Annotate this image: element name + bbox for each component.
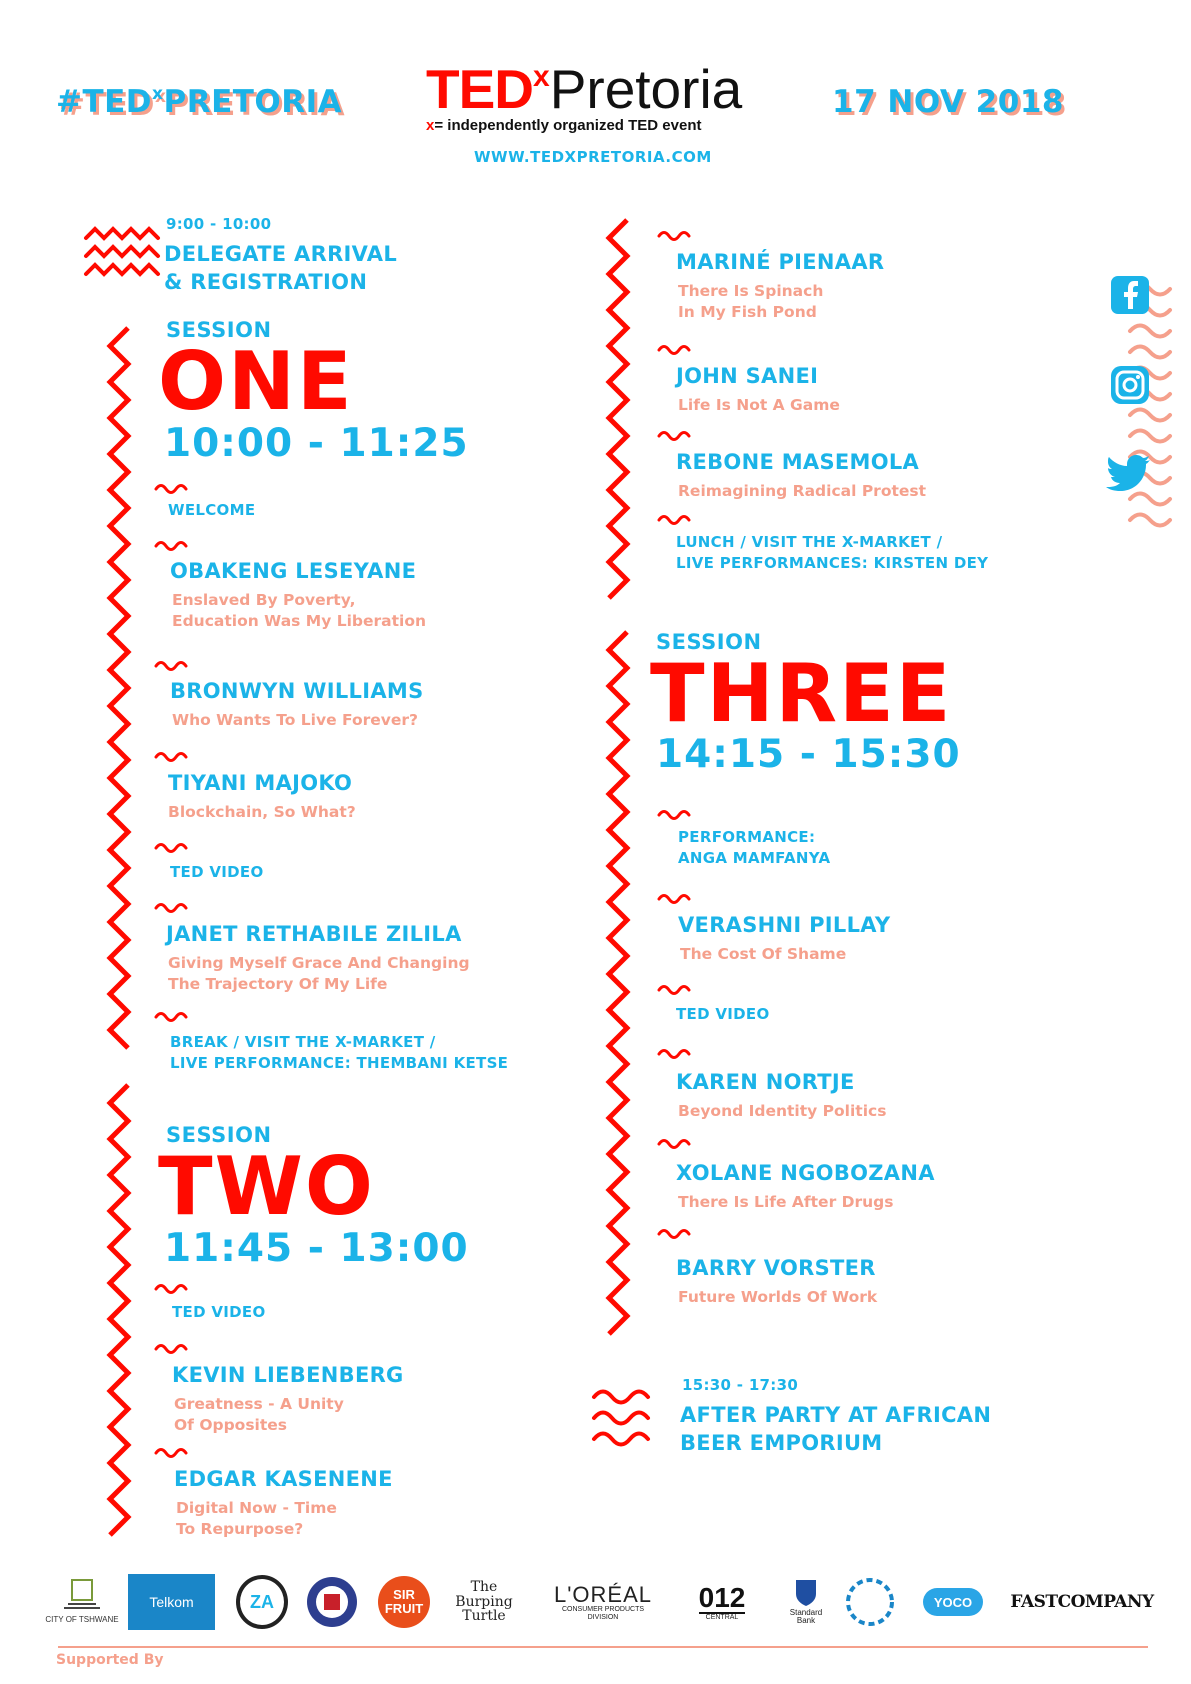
yoco-logo: YOCO bbox=[920, 1574, 986, 1630]
squiggle-icon bbox=[156, 1346, 186, 1353]
session-one-title: ONE bbox=[158, 335, 354, 428]
speaker-name: BARRY VORSTER bbox=[676, 1256, 876, 1280]
squiggle-icon bbox=[156, 845, 186, 852]
list-item: WELCOME bbox=[168, 501, 256, 519]
squiggle-icon bbox=[156, 663, 186, 670]
standard-bank-shield-icon bbox=[794, 1578, 818, 1606]
list-item: TED VIDEO bbox=[172, 1303, 266, 1321]
squiggle-icon bbox=[659, 347, 689, 354]
session-two-time: 11:45 - 13:00 bbox=[164, 1226, 469, 1271]
talk-title: Greatness - A Unity Of Opposites bbox=[174, 1395, 344, 1434]
tedx-tagline: x= independently organized TED event bbox=[426, 117, 702, 134]
speaker-name: REBONE MASEMOLA bbox=[676, 450, 920, 474]
speaker-name: VERASHNI PILLAY bbox=[678, 913, 891, 937]
crest-icon bbox=[304, 1574, 360, 1630]
talk-title: Digital Now - Time To Repurpose? bbox=[176, 1499, 337, 1538]
list-item: TED VIDEO bbox=[676, 1005, 770, 1023]
session-two-label: SESSION bbox=[166, 1123, 272, 1147]
instagram-icon[interactable] bbox=[1110, 365, 1150, 405]
session-three-time: 14:15 - 15:30 bbox=[656, 732, 961, 777]
speaker-name: JOHN SANEI bbox=[676, 364, 819, 388]
speaker-name: BRONWYN WILLIAMS bbox=[170, 679, 424, 703]
list-item: PERFORMANCE: ANGA MAMFANYA bbox=[678, 828, 831, 867]
speaker-name: MARINÉ PIENAAR bbox=[676, 250, 885, 274]
talk-title: Future Worlds Of Work bbox=[678, 1288, 878, 1306]
tedx-logo: TED$^x$Pretoria bbox=[426, 58, 743, 120]
global-shapers-logo bbox=[842, 1574, 898, 1630]
list-item: BREAK / VISIT THE X-MARKET / LIVE PERFORMANCE: THEMBANI KETSE bbox=[170, 1033, 509, 1072]
speaker-name: EDGAR KASENENE bbox=[174, 1467, 393, 1491]
standard-bank-logo: Standard Bank bbox=[784, 1574, 828, 1630]
talk-title: There Is Life After Drugs bbox=[678, 1193, 894, 1211]
squiggle-icon bbox=[156, 486, 186, 493]
talk-title: Reimagining Radical Protest bbox=[678, 482, 927, 500]
facebook-icon[interactable] bbox=[1110, 275, 1150, 315]
arrival-time: 9:00 - 10:00 bbox=[166, 215, 272, 233]
svg-text:CITY OF TSHWANE: CITY OF TSHWANE bbox=[45, 1615, 119, 1624]
squiggle-icon bbox=[156, 905, 186, 912]
speaker-name: JANET RETHABILE ZILILA bbox=[166, 922, 462, 946]
squiggle-icon bbox=[659, 896, 689, 903]
speaker-name: XOLANE NGOBOZANA bbox=[676, 1161, 935, 1185]
talk-title: Life Is Not A Game bbox=[678, 396, 840, 414]
talk-title: Who Wants To Live Forever? bbox=[172, 711, 419, 729]
tshwane-logo bbox=[45, 1574, 119, 1630]
arrival-wave-icon bbox=[86, 229, 158, 274]
session-three-label: SESSION bbox=[656, 630, 762, 654]
fast-company-logo: FASTCOMPANY bbox=[1010, 1592, 1154, 1612]
arrival-title: DELEGATE ARRIVAL & REGISTRATION bbox=[164, 242, 398, 294]
zigzag-session-two-continued bbox=[609, 220, 627, 598]
talk-title: Enslaved By Poverty, Education Was My Liberation bbox=[172, 591, 427, 630]
loreal-logo: L'ORÉAL CONSUMER PRODUCTS DIVISION bbox=[553, 1582, 653, 1621]
squiggle-icon bbox=[156, 1014, 186, 1021]
talk-title: The Cost Of Shame bbox=[680, 945, 847, 963]
hashtag: #TED$^x$PRETORIA bbox=[56, 84, 343, 120]
website-link[interactable]: WWW.TEDXPRETORIA.COM bbox=[474, 148, 712, 166]
sir-fruit-logo: SIR FRUIT bbox=[376, 1574, 432, 1630]
talk-title: There Is Spinach In My Fish Pond bbox=[678, 282, 824, 321]
twitter-icon[interactable] bbox=[1108, 455, 1152, 491]
talk-title: Blockchain, So What? bbox=[168, 803, 356, 821]
list-item: LUNCH / VISIT THE X-MARKET / LIVE PERFORMANCES: KIRSTEN DEY bbox=[676, 533, 989, 572]
squiggle-icon bbox=[156, 543, 186, 550]
squiggle-icon bbox=[659, 1051, 689, 1058]
after-party-wave-icon bbox=[594, 1392, 648, 1445]
squiggle-icon bbox=[156, 1450, 186, 1457]
squiggle-icon bbox=[659, 233, 689, 240]
speaker-name: KAREN NORTJE bbox=[676, 1070, 855, 1094]
zigzag-session-two bbox=[110, 1085, 128, 1535]
speaker-name: KEVIN LIEBENBERG bbox=[172, 1363, 404, 1387]
squiggle-icon bbox=[659, 812, 689, 819]
burping-turtle-logo: The Burping Turtle bbox=[455, 1578, 513, 1625]
global-shapers-icon bbox=[842, 1574, 898, 1630]
012-central-logo: 012 CENTRAL bbox=[698, 1581, 746, 1622]
session-one-label: SESSION bbox=[166, 318, 272, 342]
squiggle-icon bbox=[156, 1286, 186, 1293]
session-three-title: THREE bbox=[650, 647, 953, 740]
crest-logo bbox=[304, 1574, 360, 1630]
squiggle-icon bbox=[659, 433, 689, 440]
zigzag-session-three bbox=[609, 632, 627, 1334]
talk-title: Beyond Identity Politics bbox=[678, 1102, 887, 1120]
telkom-logo: Telkom bbox=[128, 1574, 215, 1630]
squiggle-icon bbox=[156, 754, 186, 761]
after-party-title: AFTER PARTY AT AFRICAN BEER EMPORIUM bbox=[680, 1403, 992, 1455]
after-party-time: 15:30 - 17:30 bbox=[682, 1376, 799, 1394]
list-item: TED VIDEO bbox=[170, 863, 264, 881]
event-date: 17 NOV 2018 bbox=[832, 84, 1064, 120]
squiggle-icon bbox=[659, 987, 689, 994]
zigzag-session-one bbox=[110, 328, 128, 1048]
speaker-name: TIYANI MAJOKO bbox=[168, 771, 353, 795]
session-two-title: TWO bbox=[158, 1140, 375, 1233]
speaker-name: OBAKENG LESEYANE bbox=[170, 559, 417, 583]
squiggle-icon bbox=[659, 517, 689, 524]
squiggle-icon bbox=[659, 1141, 689, 1148]
talk-title: Giving Myself Grace And Changing The Trajectory Of My Life bbox=[168, 954, 470, 993]
squiggle-icon bbox=[659, 1231, 689, 1238]
footer-divider bbox=[58, 1646, 1148, 1648]
tshwane-crest-icon bbox=[45, 1574, 119, 1630]
za-logo: ZA bbox=[236, 1574, 288, 1630]
supported-by-label: Supported By bbox=[56, 1652, 164, 1668]
session-one-time: 10:00 - 11:25 bbox=[164, 421, 469, 466]
